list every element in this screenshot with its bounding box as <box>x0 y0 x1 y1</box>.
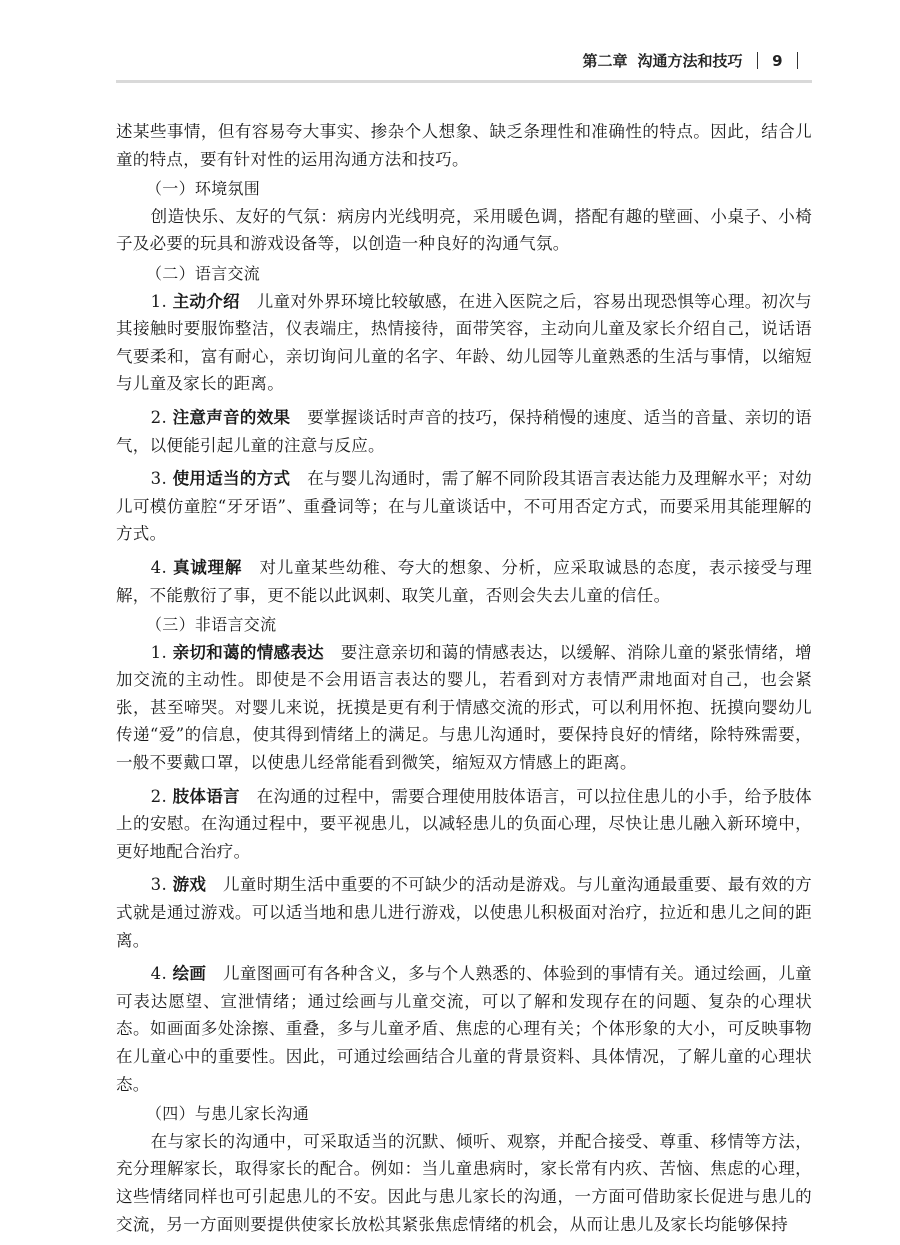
item-number: 2. <box>150 786 167 806</box>
paragraph: 在与家长的沟通中，可采取适当的沉默、倾听、观察，并配合接受、尊重、移情等方法，充分理解家长，取得家长的配合。例如：当儿童患病时，家长常有内疚、苦恼、焦虑的心理，这些情绪同样也可引起患儿的不安。因此与患儿家长的沟通，一方面可借助家长促进与患儿的交流，另一方面则要提供使家长放松其紧张焦虑情绪的机会，从而让患儿及家长均能够保持 <box>116 1131 812 1234</box>
item-number: 4. <box>150 964 167 984</box>
item-lead: 使用适当的方式 <box>172 469 291 489</box>
item-number: 3. <box>150 469 167 489</box>
continued-paragraph: 述某些事情，但有容易夸大事实、掺杂个人想象、缺乏条理性和准确性的特点。因此，结合儿童的特点，要有针对性的运用沟通方法和技巧。 <box>116 122 812 169</box>
section-heading: （二）语言交流 <box>146 263 261 283</box>
section-heading: （四）与患儿家长沟通 <box>146 1104 310 1124</box>
item-lead: 真诚理解 <box>173 557 243 577</box>
section-heading: （三）非语言交流 <box>146 615 277 635</box>
chapter-title: 沟通方法和技巧 <box>637 52 743 70</box>
item-number: 1. <box>150 291 167 311</box>
item-lead: 绘画 <box>172 964 207 984</box>
running-header <box>583 50 812 71</box>
item-lead: 游戏 <box>172 875 207 895</box>
item-lead: 亲切和蔼的情感表达 <box>172 642 325 662</box>
list-item <box>116 639 812 777</box>
list-item <box>116 783 812 866</box>
item-number: 1. <box>150 642 167 662</box>
item-text: 在沟通的过程中，需要合理使用肢体语言，可以拉住患儿的小手，给予肢体上的安慰。在沟通过程中，要平视患儿，以减轻患儿的负面心理，尽快让患儿融入新环境中，更好地配合治疗。 <box>116 786 812 861</box>
item-text: 儿童时期生活中重要的不可缺少的活动是游戏。与儿童沟通最重要、最有效的方式就是通过游戏。可以适当地和患儿进行游戏，以使患儿积极面对治疗，拉近和患儿之间的距离。 <box>116 875 812 950</box>
header-divider-end <box>797 52 799 69</box>
body-text <box>116 118 812 1238</box>
item-lead: 主动介绍 <box>172 291 240 311</box>
item-text: 儿童图画可有各种含义，多与个人熟悉的、体验到的事情有关。通过绘画，儿童可表达愿望、宣泄情绪；通过绘画与儿童交流，可以了解和发现存在的问题、复杂的心理状态。如画面多处涂擦、重叠，多与儿童矛盾、焦虑的心理有关；个体形象的大小，可反映事物在儿童心中的重要性。因此，可通过绘画结合儿童的背景资料、具体情况，了解儿童的心理状态。 <box>116 964 812 1094</box>
header-rule <box>116 80 812 83</box>
chapter-number: 第二章 <box>582 52 628 70</box>
page-number: 9 <box>772 51 783 70</box>
item-text: 对儿童某些幼稚、夸大的想象、分析，应采取诚恳的态度，表示接受与理解，不能敷衍了事，更不能以此讽刺、取笑儿童，否则会失去儿童的信任。 <box>116 557 813 605</box>
list-item <box>116 554 812 609</box>
item-lead: 注意声音的效果 <box>172 407 291 427</box>
list-item <box>116 288 812 398</box>
header-divider <box>757 52 759 69</box>
item-number: 4. <box>150 557 167 577</box>
list-item <box>116 465 812 548</box>
item-lead: 肢体语言 <box>172 786 240 806</box>
list-item <box>116 871 812 954</box>
list-item <box>116 960 812 1098</box>
item-text: 要注意亲切和蔼的情感表达，以缓解、消除儿童的紧张情绪，增加交流的主动性。即使是不会用语言表达的婴儿，若看到对方表情严肃地面对自己，也会紧张，甚至啼哭。对婴儿来说，抚摸是更有利于情感交流的形式，可以利用怀抱、抚摸向婴幼儿传递“爱”的信息，使其得到情绪上的满足。与患儿沟通时，要保持良好的情绪，除特殊需要，一般不要戴口罩，以使患儿经常能看到微笑，缩短双方情感上的距离。 <box>116 642 812 773</box>
item-text: 在与婴儿沟通时，需了解不同阶段其语言表达能力及理解水平；对幼儿可模仿童腔“牙牙语”、重叠词等；在与儿童谈话中，不可用否定方式，而要采用其能理解的方式。 <box>116 469 812 544</box>
item-text: 儿童对外界环境比较敏感，在进入医院之后，容易出现恐惧等心理。初次与其接触时要服饰整洁，仪表端庄，热情接待，面带笑容，主动向儿童及家长介绍自己，说话语气要柔和，富有耐心，亲切询问儿童的名字、年龄、幼儿园等儿童熟悉的生活与事情，以缩短与儿童及家长的距离。 <box>116 291 812 394</box>
item-number: 2. <box>150 407 167 427</box>
item-text: 要掌握谈话时声音的技巧，保持稍慢的速度、适当的音量、亲切的语气，以便能引起儿童的注意与反应。 <box>116 407 812 455</box>
section-heading: （一）环境氛围 <box>146 179 261 199</box>
paragraph: 创造快乐、友好的气氛：病房内光线明亮，采用暖色调，搭配有趣的壁画、小桌子、小椅子及必要的玩具和游戏设备等，以创造一种良好的沟通气氛。 <box>116 206 812 254</box>
list-item <box>116 404 812 459</box>
item-number: 3. <box>150 875 167 895</box>
